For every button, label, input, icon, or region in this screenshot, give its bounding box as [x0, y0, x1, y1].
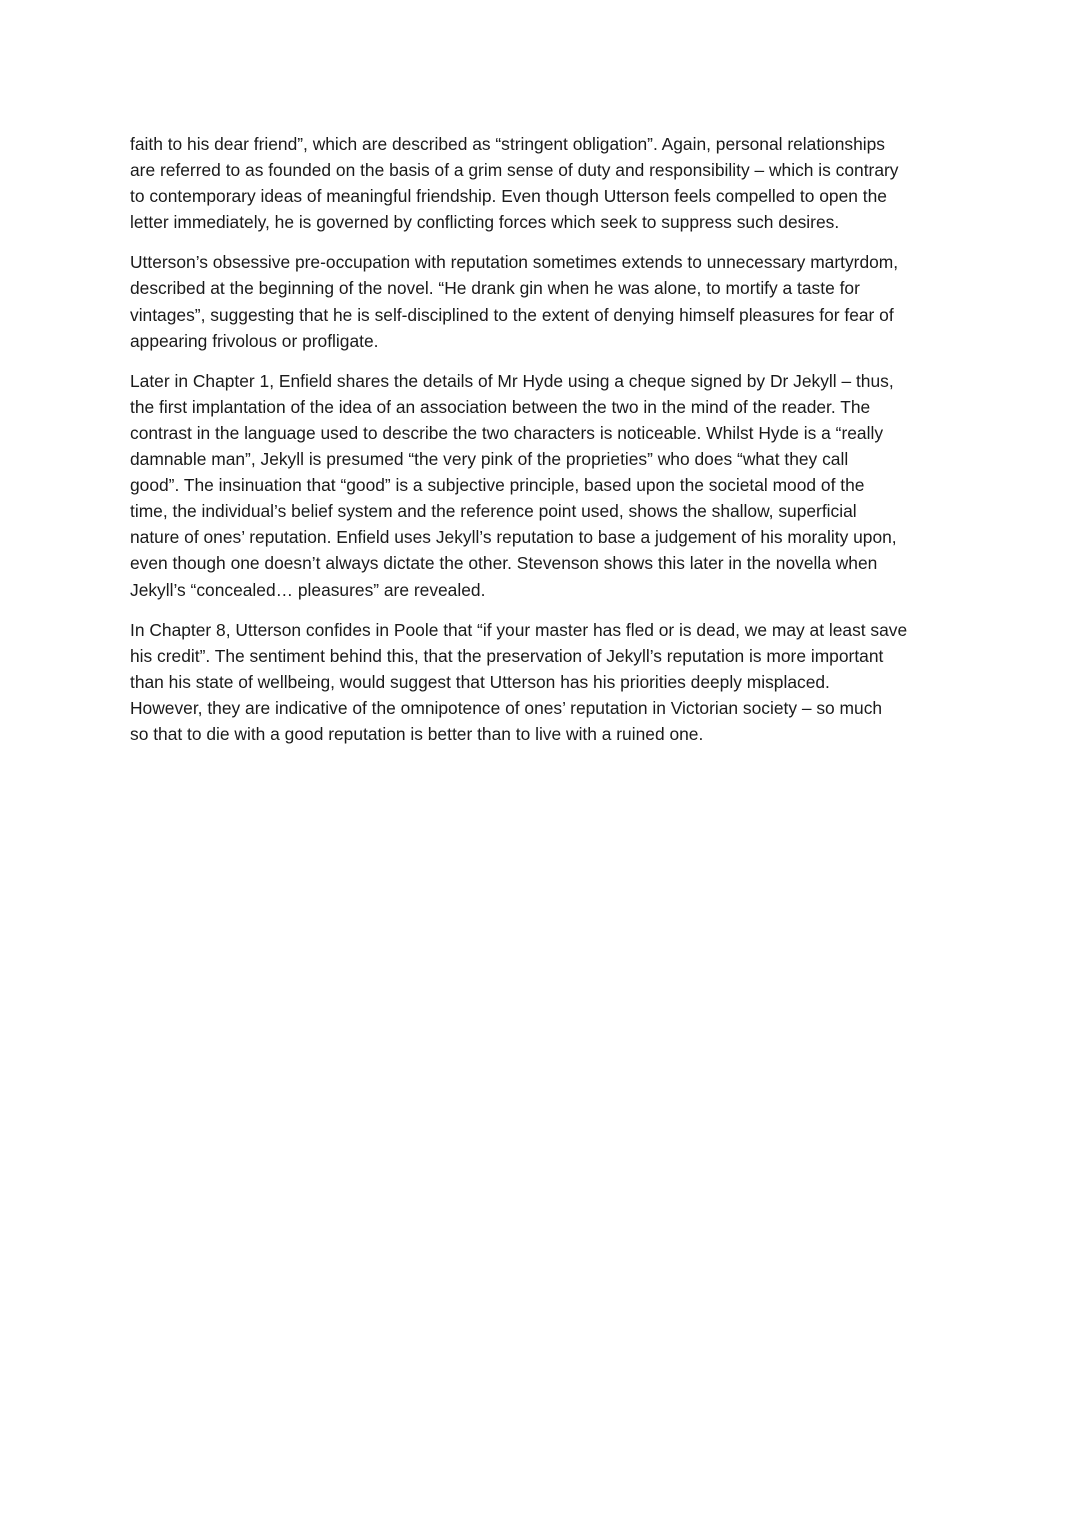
text-line: In Chapter 8, Utterson confides in Poole that “if your master has fled or is dead, we may at least save — [130, 619, 908, 640]
paragraph-martyrdom — [130, 249, 960, 353]
text-line: so that to die with a good reputation is better than to live with a ruined one. — [130, 723, 704, 744]
paragraph-chapter-8 — [130, 617, 960, 747]
text-line: letter immediately, he is governed by conflicting forces which seek to suppress such desires. — [130, 212, 840, 233]
text-line: Utterson’s obsessive pre-occupation with reputation sometimes extends to unnecessary martyrdom, — [130, 252, 899, 273]
document-body — [130, 131, 960, 761]
text-line: appearing frivolous or profligate. — [130, 330, 379, 351]
text-line: nature of ones’ reputation. Enfield uses Jekyll’s reputation to base a judgement of his morality upon, — [130, 527, 897, 548]
paragraph-chapter-1 — [130, 368, 960, 603]
text-line: faith to his dear friend”, which are described as “stringent obligation”. Again, personal relationships — [130, 134, 885, 154]
text-line: good”. The insinuation that “good” is a subjective principle, based upon the societal mood of the — [130, 475, 865, 496]
text-line: However, they are indicative of the omnipotence of ones’ reputation in Victorian society – so much — [130, 697, 883, 718]
text-line: his credit”. The sentiment behind this, that the preservation of Jekyll’s reputation is more important — [130, 645, 884, 666]
text-line: the first implantation of the idea of an association between the two in the mind of the reader. The — [130, 396, 871, 417]
text-line: damnable man”, Jekyll is presumed “the very pink of the proprieties” who does “what they call — [130, 449, 849, 470]
text-line: even though one doesn’t always dictate the other. Stevenson shows this later in the novella when — [130, 553, 878, 574]
text-line: to contemporary ideas of meaningful friendship. Even though Utterson feels compelled to open the — [130, 186, 887, 207]
text-line: contrast in the language used to describe the two characters is noticeable. Whilst Hyde is a “really — [130, 422, 884, 443]
text-line: are referred to as founded on the basis of a grim sense of duty and responsibility – which is contrary — [130, 160, 899, 181]
text-line: time, the individual’s belief system and the reference point used, shows the shallow, superficial — [130, 501, 857, 522]
text-line: Later in Chapter 1, Enfield shares the details of Mr Hyde using a cheque signed by Dr Jekyll – thus, — [130, 370, 894, 391]
text-line: than his state of wellbeing, would suggest that Utterson has his priorities deeply misplaced. — [130, 671, 830, 692]
paragraph-obligation — [130, 131, 960, 235]
text-line: Jekyll’s “concealed… pleasures” are revealed. — [130, 579, 486, 600]
text-line: vintages”, suggesting that he is self-disciplined to the extent of denying himself pleasures for fear of — [130, 304, 894, 325]
text-line: described at the beginning of the novel. “He drank gin when he was alone, to mortify a taste for — [130, 278, 860, 299]
